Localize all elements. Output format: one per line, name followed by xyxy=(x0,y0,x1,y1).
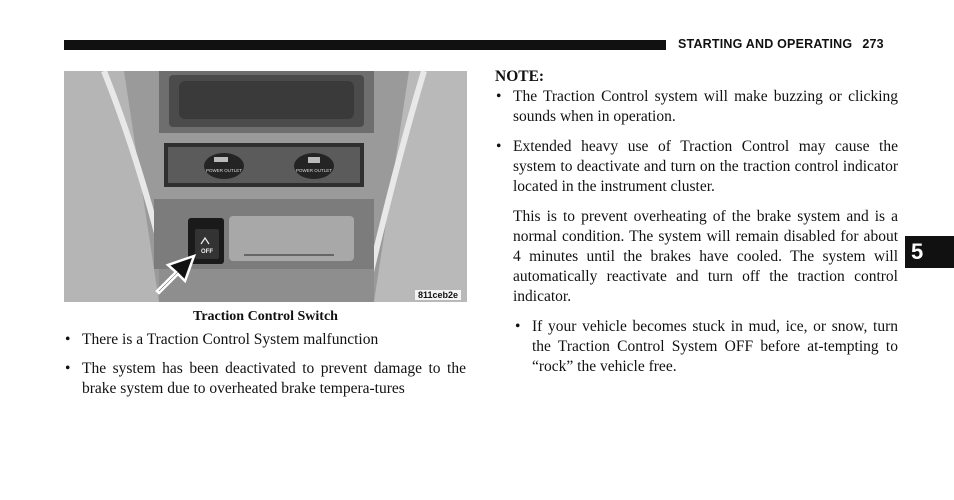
traction-control-figure xyxy=(64,71,467,302)
list-item: • The Traction Control system will make buzzing or clicking sounds when in operation. xyxy=(495,87,898,127)
left-bullet-list xyxy=(64,330,466,408)
list-item: • There is a Traction Control System malfunction xyxy=(64,330,466,350)
header-rule xyxy=(64,40,666,50)
figure-caption: Traction Control Switch xyxy=(193,309,338,324)
running-header xyxy=(678,37,884,51)
power-outlet-left[interactable] xyxy=(204,153,244,179)
chapter-tab: 5 xyxy=(905,236,954,268)
note-paragraph: This is to prevent overheating of the brake system and is a normal condition. The system will remain disabled for about 4 minutes until the brakes have cooled. The system will automatically reactivate and turn off the traction control indicator. xyxy=(513,208,898,305)
outlet-left-label: POWER OUTLET xyxy=(205,168,243,173)
section-title: STARTING AND OPERATING xyxy=(678,37,853,51)
note-title: NOTE: xyxy=(495,68,545,85)
note-section xyxy=(495,67,898,377)
list-item: • Extended heavy use of Traction Control may cause the system to deactivate and turn on the traction control indicator located in the instrument cluster. xyxy=(495,137,898,197)
power-outlet-right[interactable] xyxy=(294,153,334,179)
switch-off-label: OFF xyxy=(201,249,213,255)
figure-code: 811ceb2e xyxy=(415,290,461,300)
list-item: • If your vehicle becomes stuck in mud, ice, or snow, turn the Traction Control System OFF before at-tempting to “rock” the vehicle free. xyxy=(495,317,898,377)
page-number: 273 xyxy=(862,37,884,51)
outlet-right-label: POWER OUTLET xyxy=(295,168,333,173)
list-item: • The system has been deactivated to prevent damage to the brake system due to overheated brake tempera-tures xyxy=(64,359,466,399)
console-illustration xyxy=(64,71,467,302)
